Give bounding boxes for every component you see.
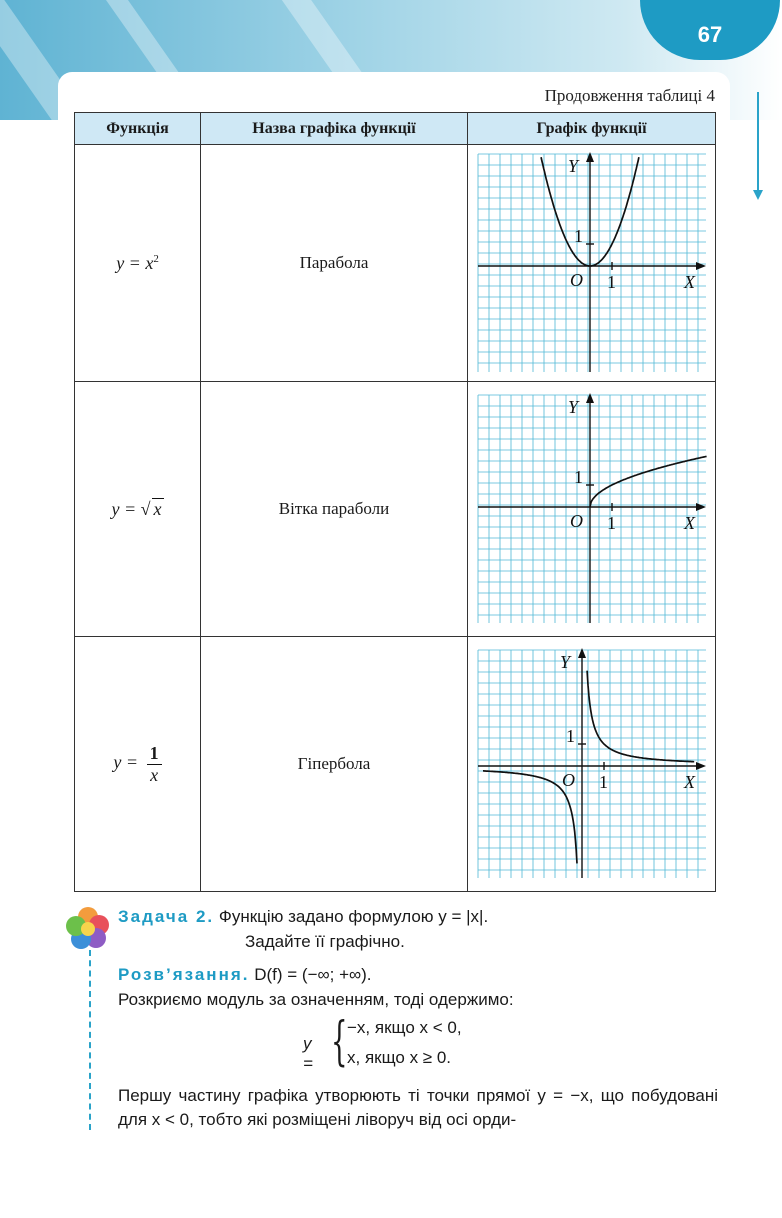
x-axis-arrow-icon [696, 503, 706, 511]
formula-text: y = x [116, 252, 154, 273]
page-number: 67 [697, 22, 723, 47]
x-axis-label: X [683, 772, 695, 792]
fraction-numerator: 1 [147, 743, 162, 765]
origin-label: O [569, 511, 583, 531]
side-marker-line [757, 92, 759, 192]
solution-label: Розв’язання. [118, 965, 250, 984]
graph-name-cell: Парабола [201, 145, 468, 382]
task-text-line2: Задайте її графічно. [245, 932, 405, 951]
fraction-denominator: x [150, 764, 159, 785]
graph-cell [468, 145, 716, 382]
header-function: Функція [75, 113, 201, 145]
side-arrow-icon [753, 190, 763, 200]
parabola-graph [472, 148, 712, 378]
y-unit-label: 1 [573, 226, 583, 246]
graph-name-cell: Вітка параболи [201, 382, 468, 637]
y-axis-arrow-icon [586, 393, 594, 403]
header-graph: Графік функції [468, 113, 716, 145]
table-row [75, 145, 716, 382]
formula-text: y = [111, 499, 141, 519]
formula-text: y = [113, 752, 143, 773]
hyperbola-graph [472, 644, 712, 884]
table-caption: Продовження таблиці 4 [544, 86, 715, 105]
table-header-row [75, 113, 716, 145]
system-lhs: y = [303, 1034, 313, 1073]
solution-heading [118, 965, 372, 985]
function-cell [75, 637, 201, 892]
y-axis-arrow-icon [578, 648, 586, 658]
formula-hyperbola [113, 742, 161, 785]
x-axis-arrow-icon [696, 262, 706, 270]
graph-cell [468, 382, 716, 637]
solution-text: Розкриємо модуль за означенням, тоді одержимо: [118, 990, 514, 1009]
formula-exponent: 2 [153, 252, 159, 265]
x-unit-label: 1 [598, 772, 608, 792]
formula-radicand: x [153, 499, 162, 519]
function-cell [75, 382, 201, 637]
formula-fraction [147, 743, 162, 786]
graph-name-cell: Гіпербола [201, 637, 468, 892]
x-axis-arrow-icon [696, 762, 706, 770]
system-case-negative: −x, якщо x < 0, [347, 1018, 462, 1037]
x-axis-label: X [683, 272, 695, 292]
origin-label: O [561, 770, 575, 790]
brace-icon: { [331, 1012, 348, 1072]
y-axis-label: Y [559, 652, 570, 672]
origin-label: O [569, 270, 583, 290]
y-unit-label: 1 [565, 726, 575, 746]
y-axis-label: Y [567, 156, 578, 176]
y-axis-label: Y [567, 397, 578, 417]
table-row [75, 382, 716, 637]
formula-parabola [116, 253, 159, 273]
x-axis-label: X [683, 513, 695, 533]
task-label: Задача 2. [118, 907, 215, 926]
functions-table [74, 112, 716, 892]
header-graph-name: Назва графіка функції [201, 113, 468, 145]
function-curve [590, 456, 707, 507]
task-text: Функцію задано формулою y = |x|. [218, 907, 489, 926]
table-row [75, 637, 716, 892]
flower-icon [64, 904, 112, 952]
formula-sqrt: y = √ x [111, 499, 162, 519]
solution-domain: D(f) = (−∞; +∞). [254, 965, 372, 984]
sqrt-graph [472, 389, 712, 629]
solution-dashed-line [89, 950, 91, 1130]
x-unit-label: 1 [606, 272, 616, 292]
function-cell [75, 145, 201, 382]
y-axis-arrow-icon [586, 152, 594, 162]
solution-paragraph: Першу частину графіка утворюють ті точки прямої y = −x, що побудовані для x < 0, тобто які розміщені ліворуч від осі орди- [118, 1086, 718, 1129]
x-unit-label: 1 [606, 513, 616, 533]
system-case-nonnegative: x, якщо x ≥ 0. [347, 1048, 452, 1067]
y-unit-label: 1 [573, 467, 583, 487]
task-heading [118, 907, 488, 927]
graph-cell [468, 637, 716, 892]
